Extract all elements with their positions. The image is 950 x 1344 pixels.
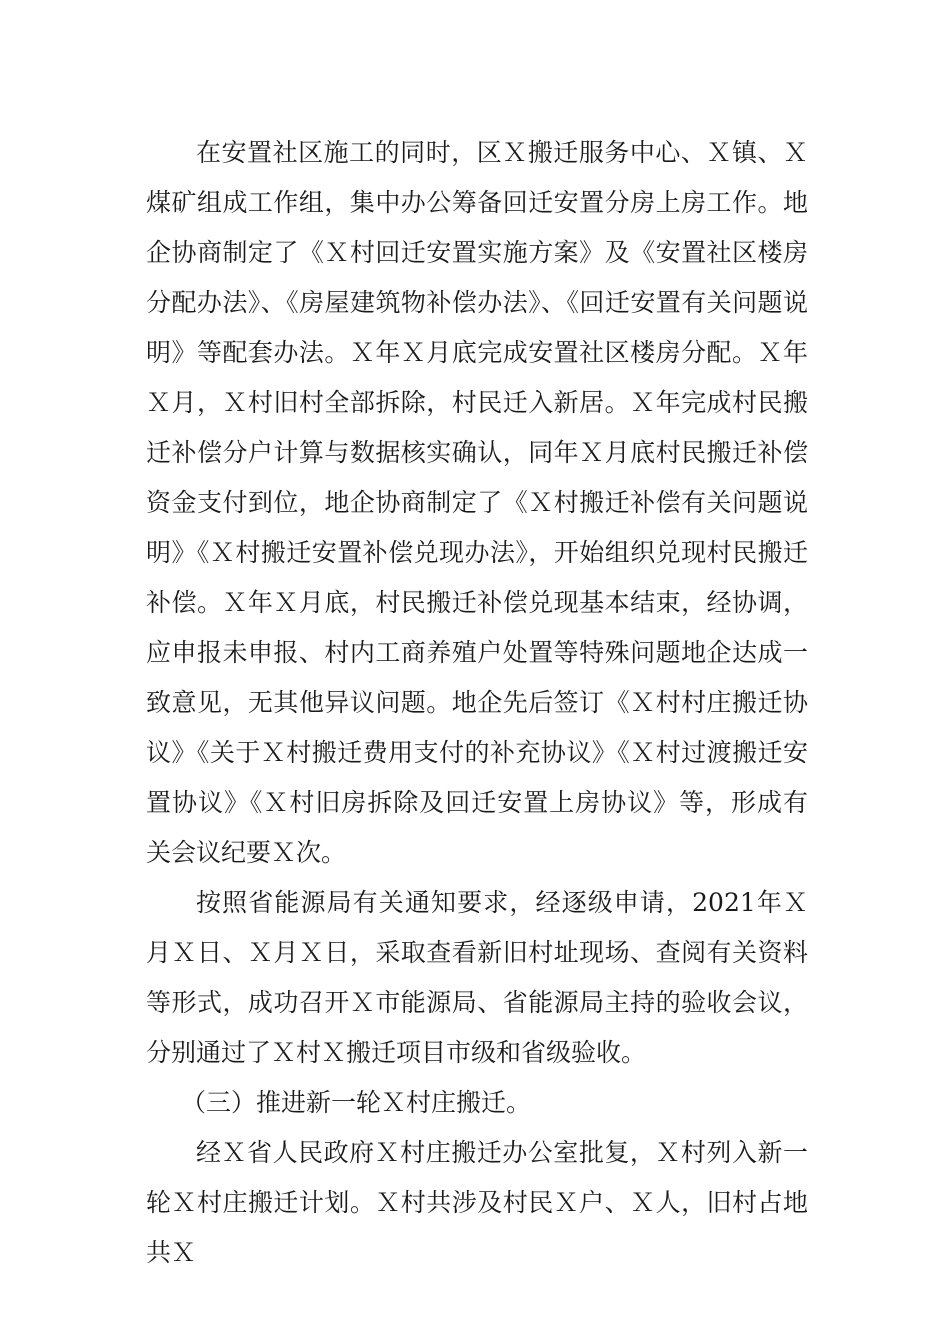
paragraph-resettlement: 在安置社区施工的同时，区Ｘ搬迁服务中心、Ｘ镇、Ｘ煤矿组成工作组，集中办公筹备回迁安置分房上房工作。地企协商制定了《Ｘ村回迁安置实施方案》及《安置社区楼房分配办法》、《房屋建筑物补偿办法》、《回迁安置有关问题说明》等配套办法。Ｘ年Ｘ月底完成安置社区楼房分配。Ｘ年Ｘ月，Ｘ村旧村全部拆除，村民迁入新居。Ｘ年完成村民搬迁补偿分户计算与数据核实确认，同年Ｘ月底村民搬迁补偿资金支付到位，地企协商制定了《Ｘ村搬迁补偿有关问题说明》《Ｘ村搬迁安置补偿兑现办法》，开始组织兑现村民搬迁补偿。Ｘ年Ｘ月底，村民搬迁补偿兑现基本结束，经协调，应申报未申报、村内工商养殖户处置等特殊问题地企达成一致意见，无其他异议问题。地企先后签订《Ｘ村村庄搬迁协议》《关于Ｘ村搬迁费用支付的补充协议》《Ｘ村过渡搬迁安置协议》《Ｘ村旧房拆除及回迁安置上房协议》等，形成有关会议纪要Ｘ次。 — [146, 138, 808, 867]
document-body — [146, 128, 808, 1278]
paragraph-acceptance: 按照省能源局有关通知要求，经逐级申请，2021年Ｘ月Ｘ日、Ｘ月Ｘ日，采取查看新旧村址现场、查阅有关资料等形式，成功召开Ｘ市能源局、省能源局主持的验收会议，分别通过了Ｘ村Ｘ搬迁项目市级和省级验收。 — [146, 888, 808, 1067]
paragraph-new-round: 经Ｘ省人民政府Ｘ村庄搬迁办公室批复，Ｘ村列入新一轮Ｘ村庄搬迁计划。Ｘ村共涉及村民Ｘ户、Ｘ人，旧村占地共Ｘ — [146, 1138, 808, 1267]
section-heading: （三）推进新一轮Ｘ村庄搬迁。 — [181, 1088, 532, 1117]
